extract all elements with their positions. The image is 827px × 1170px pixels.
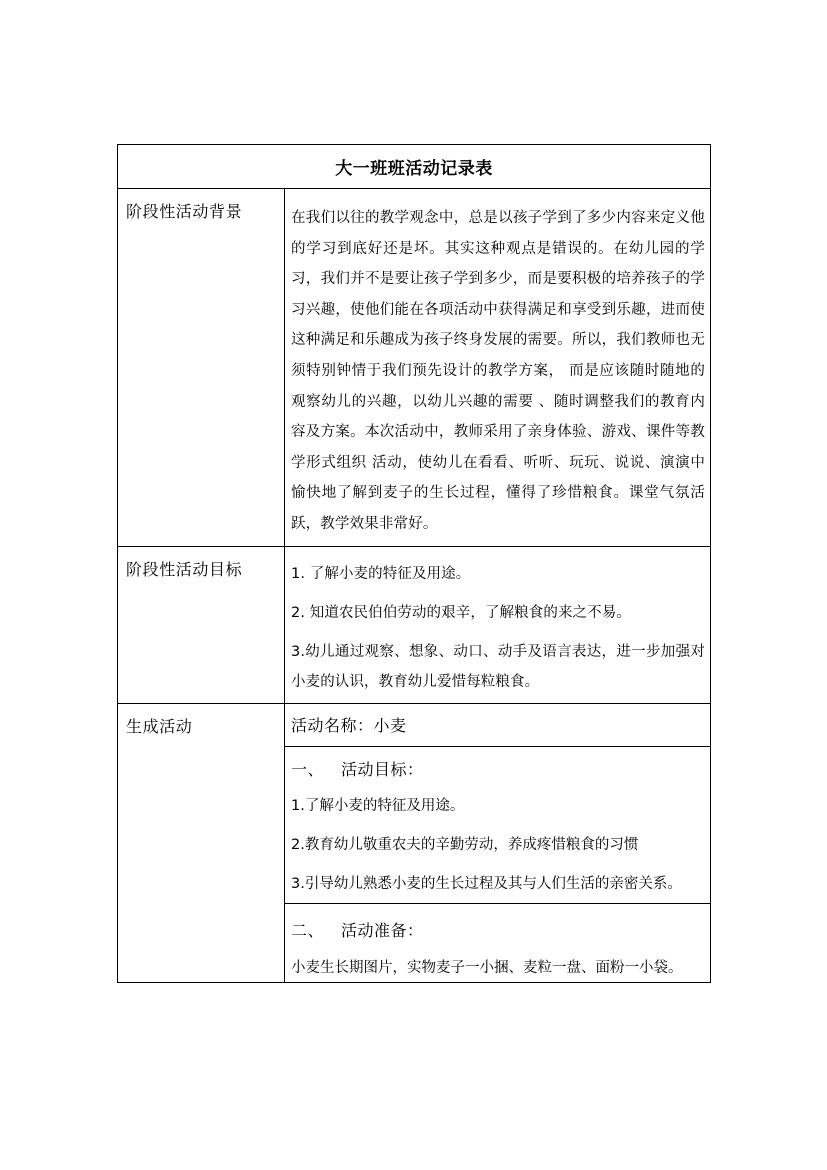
activity-goal-item: 3.引导幼儿熟悉小麦的生长过程及其与人们生活的亲密关系。 bbox=[291, 875, 682, 892]
title-row bbox=[118, 145, 711, 189]
background-text: 在我们以往的教学观念中，总是以孩子学到了多少内容来定义他的学习到底好还是坏。其实这种观点是错误的。在幼儿园的学习，我们并不是要让孩子学到多少，而是要积极的培养孩子的学习兴趣，使他们能在各项活动中获得满足和享受到乐趣，进而使这种满足和乐趣成为孩子终身发展的需要。所以，我们教师也无须特别钟情于我们预先设计的教学方案， 而是应该随时随地的观察幼儿的兴趣，以幼儿兴趣的需要 、随时调整我们的教育内容及方案。本次活动中，教师采用了亲身体验、游戏、课件等教学形式组织 活动，使幼儿在看看、听听、玩玩、说说、演演中愉快地了解到麦子的生长过程，懂得了珍惜粮食。课堂气氛活跃，教学效果非常好。 bbox=[291, 210, 705, 532]
goals-list bbox=[291, 547, 705, 703]
background-label: 阶段性活动背景 bbox=[118, 189, 285, 547]
section-title: 活动目标： bbox=[341, 759, 424, 779]
background-row bbox=[118, 189, 711, 547]
goal-item: 2. 知道农民伯伯劳动的艰辛，了解粮食的来之不易。 bbox=[291, 604, 631, 621]
section-heading-prep bbox=[291, 920, 705, 942]
goal-item: 1. 了解小麦的特征及用途。 bbox=[291, 565, 471, 582]
activity-goal-item: 1.了解小麦的特征及用途。 bbox=[291, 797, 465, 814]
activity-prep-text: 小麦生长期图片，实物麦子一小捆、麦粒一盘、面粉一小袋。 bbox=[291, 959, 683, 976]
section-number: 二、 bbox=[291, 920, 325, 940]
generated-label: 生成活动 bbox=[118, 703, 285, 982]
activity-record-table bbox=[117, 144, 711, 983]
activity-name: 活动名称：小麦 bbox=[285, 703, 711, 746]
goals-label: 阶段性活动目标 bbox=[118, 546, 285, 703]
activity-goals-list bbox=[291, 791, 705, 903]
table-title: 大一班班活动记录表 bbox=[118, 145, 711, 189]
section-heading-goals bbox=[291, 759, 705, 781]
goal-item: 3.幼儿通过观察、想象、动口、动手及语言表达，进一步加强对小麦的认识，教育幼儿爱惜每粒粮食。 bbox=[291, 643, 705, 690]
activity-goal-item: 2.教育幼儿敬重农夫的辛勤劳动，养成疼惜粮食的习惯 bbox=[291, 836, 639, 853]
section-title: 活动准备： bbox=[341, 920, 424, 940]
generated-activity-row bbox=[118, 703, 711, 746]
section-number: 一、 bbox=[291, 759, 325, 779]
goals-row bbox=[118, 546, 711, 703]
